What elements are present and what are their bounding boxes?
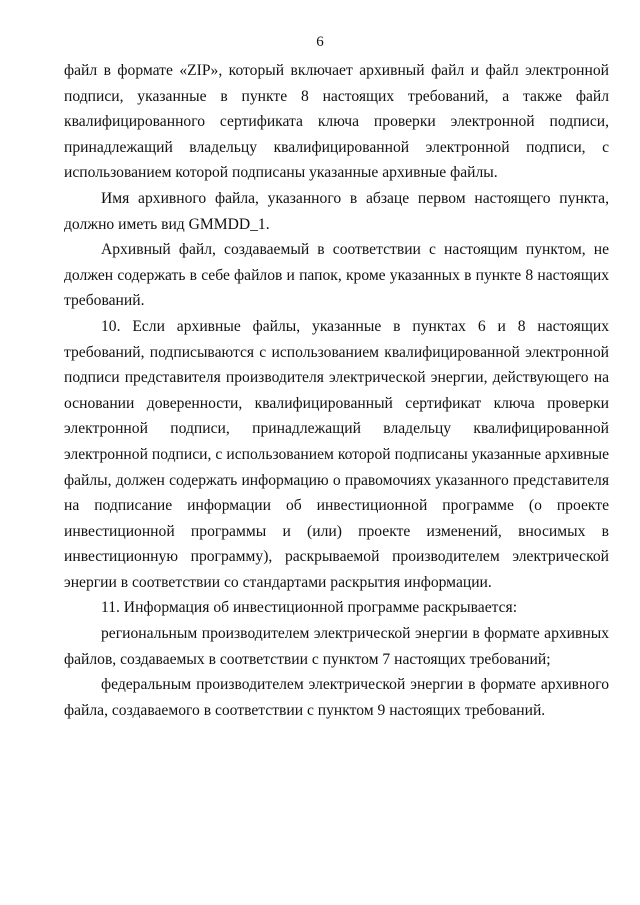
page-number: 6 xyxy=(316,34,324,50)
paragraph-regional-producer: региональным производителем электрической энергии в формате архивных файлов, создаваемых в соответствии с пунктом 7 настоящих требований; xyxy=(64,625,609,668)
paragraph-item-10: 10. Если архивные файлы, указанные в пунктах 6 и 8 настоящих требований, подписываются с использованием квалифицированной электронной подписи представителя производителя электрической энергии, действующего на основании доверенности, квалифицированный сертификат ключа проверки электронной подписи, принадлежащий владельцу квалифицированной электронной подписи, с использованием которой подписаны указанные архивные файлы, должен содержать информацию о правомочиях указанного представителя на подписание информации об инвестиционной программе (о проекте инвестиционной программы и (или) проекте изменений, вносимых в инвестиционную программу), раскрываемой производителем электрической энергии в соответствии со стандартами раскрытия информации. xyxy=(64,317,609,591)
paragraph-continuation-zip: файл в формате «ZIP», который включает архивный файл и файл электронной подписи, указанные в пункте 8 настоящих требований, а также файл квалифицированного сертификата ключа проверки электронной подписи, принадлежащий владельцу квалифицированной электронной подписи, с использованием которой подписаны указанные архивные файлы. xyxy=(64,62,609,182)
document-body xyxy=(64,58,609,723)
paragraph-archive-contents: Архивный файл, создаваемый в соответствии с настоящим пунктом, не должен содержать в себе файлов и папок, кроме указанных в пункте 8 настоящих требований. xyxy=(64,241,609,310)
paragraph-item-11: 11. Информация об инвестиционной программе раскрывается: xyxy=(101,599,518,617)
paragraph-archive-name: Имя архивного файла, указанного в абзаце первом настоящего пункта, должно иметь вид GMMDD_1. xyxy=(64,189,609,233)
paragraph-federal-producer: федеральным производителем электрической энергии в формате архивного файла, создаваемого в соответствии с пунктом 9 настоящих требований. xyxy=(64,676,609,719)
